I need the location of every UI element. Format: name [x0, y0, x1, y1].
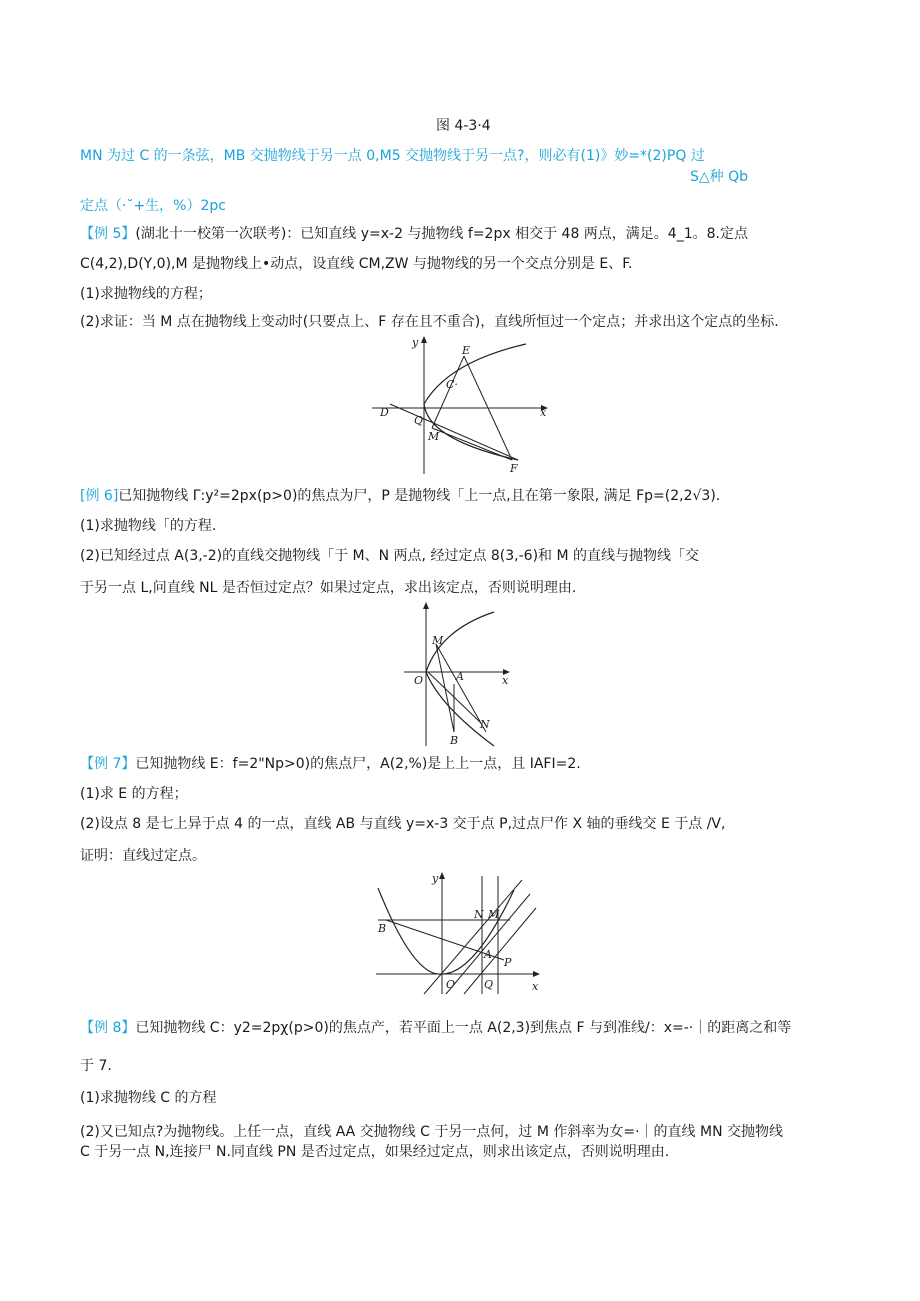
ex5-text-1: (湖北十一校第一次联考)：已知直线 y=x-2 与抛物线 f=2px 相交于 48 两点，满足。4_1。8.定点: [135, 226, 748, 242]
ex7-label-y: y: [432, 872, 439, 885]
ex8-text-1: 已知抛物线 C：y2=2pχ(p>0)的焦点产，若平面上一点 A(2,3)到焦点 F 与到准线/：x=-·｜的距离之和等: [135, 1020, 792, 1036]
ex8-line-5: C 于另一点 N,连接尸 N.同直线 PN 是否过定点，如果经过定点，则求出该定点，否则说明理由.: [80, 1144, 670, 1160]
ex6-label-O: O: [414, 674, 424, 687]
ex7-line-3: (2)设点 8 是七上异于点 4 的一点，直线 AB 与直线 y=x-3 交于点 P,过点尸作 X 轴的垂线交 E 于点 /V,: [80, 816, 726, 832]
figure-caption: 图 4-3·4: [436, 118, 491, 134]
ex7-label-M: M: [488, 908, 500, 921]
intro-line-3: 定点（·˘+生，%）2pc: [80, 198, 226, 214]
ex6-tag: [例 6]: [80, 488, 119, 504]
ex6-line-3: (2)已知经过点 A(3,-2)的直线交抛物线「于 M、N 两点, 经过定点 8(3,-6)和 M 的直线与抛物线「交: [80, 548, 700, 564]
ex6-line-4: 于另一点 L,问直线 NL 是否恒过定点？如果过定点，求出该定点，否则说明理由.: [80, 580, 577, 596]
ex7-label-P: P: [504, 956, 512, 969]
ex5-label-Q: Q: [414, 414, 424, 427]
ex5-label-x: x: [540, 406, 547, 419]
ex7-label-O: O: [446, 978, 456, 991]
ex7-line-1: [80, 754, 581, 774]
ex5-figure: [368, 332, 558, 480]
ex8-line-2: 于 7.: [80, 1058, 112, 1074]
ex7-figure: [374, 870, 546, 998]
ex5-line-3: (1)求抛物线的方程；: [80, 286, 212, 302]
ex6-text-1: 已知抛物线 Γ:y²=2px(p>0)的焦点为尸，P 是抛物线「上一点,且在第一象限, 满足 Fp=(2,2√3).: [118, 488, 721, 504]
ex6-line-2: (1)求抛物线「的方程.: [80, 518, 217, 534]
ex6-label-M: M: [432, 634, 444, 647]
ex7-label-B: B: [378, 922, 387, 935]
ex5-line-1: [80, 224, 748, 244]
ex5-label-F: F: [510, 462, 518, 475]
ex5-label-E: E: [462, 344, 471, 357]
ex7-label-A: A: [484, 948, 492, 961]
ex5-label-C: C·: [446, 378, 458, 391]
ex6-label-N: N: [480, 718, 490, 731]
ex5-label-D: D: [380, 406, 389, 419]
ex8-tag: 【例 8】: [80, 1020, 136, 1036]
ex8-line-1: [80, 1018, 791, 1038]
ex7-label-x: x: [532, 980, 539, 993]
intro-line-1: MN 为过 C 的一条弦，MB 交抛物线于另一点 0,M5 交抛物线于另一点?，则必有(1)》妙=*(2)PQ 过: [80, 148, 705, 164]
ex7-line-2: (1)求 E 的方程；: [80, 786, 188, 802]
ex6-label-B: B: [450, 734, 459, 747]
ex6-label-A: A: [456, 670, 464, 683]
ex5-label-M: M: [428, 430, 440, 443]
ex6-figure: [402, 600, 518, 748]
ex7-tag: 【例 7】: [80, 756, 136, 772]
ex6-label-x: x: [502, 674, 509, 687]
ex7-label-Q: Q: [484, 978, 494, 991]
ex8-line-3: (1)求抛物线 C 的方程: [80, 1090, 217, 1106]
ex7-line-4: 证明：直线过定点。: [80, 848, 206, 864]
ex6-line-1: [80, 486, 720, 506]
ex5-label-y: y: [412, 336, 419, 349]
ex8-line-4: (2)又已知点?为抛物线。上任一点，直线 AA 交抛物线 C 于另一点何，过 M 作斜率为女=·｜的直线 MN 交抛物线: [80, 1124, 783, 1140]
intro-line-2: S△种 Qb: [690, 169, 749, 185]
ex7-label-N: N: [474, 908, 484, 921]
ex5-line-4: (2)求证：当 M 点在抛物线上变动时(只要点上、F 存在且不重合)，直线所恒过一个定点；并求出这个定点的坐标.: [80, 314, 779, 330]
ex5-tag: 【例 5】: [80, 226, 136, 242]
ex7-text-1: 已知抛物线 E：f=2"Np>0)的焦点尸，A(2,%)是上上一点，且 IAFI=2.: [135, 756, 581, 772]
ex5-line-2: C(4,2),D(Y,0),M 是抛物线上•动点，设直线 CM,ZW 与抛物线的另一个交点分别是 E、F.: [80, 256, 633, 272]
